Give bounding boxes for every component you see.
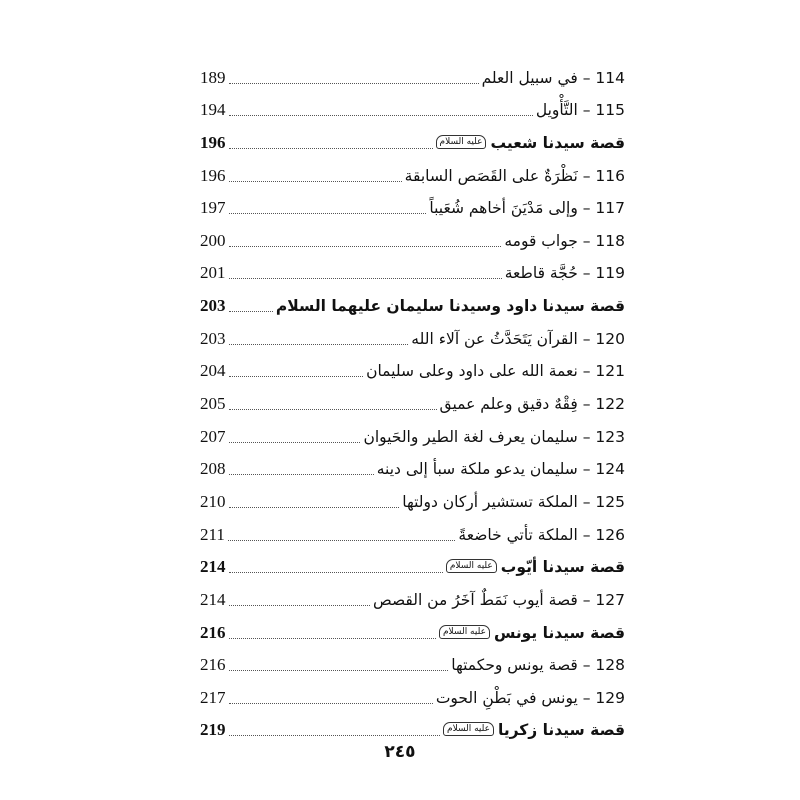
toc-entry-title [458,524,625,548]
dot-leader [229,278,502,279]
toc-entry-row [200,417,625,450]
toc-section-title [439,622,625,646]
toc-section-title [443,719,625,743]
toc-page-number: 214 [200,589,226,609]
toc-title-text: 121 – نعمة الله على داود وعلى سليمان [366,362,625,381]
toc-title-text: 116 – نَظْرَةٌ على القَصَص السابقة [404,166,625,185]
dot-leader [229,474,374,475]
toc-entry-title [405,165,625,189]
toc-page-number: 204 [200,361,226,381]
dot-leader [229,181,402,182]
toc-entry-title [377,458,625,482]
toc-title-text: 117 – وإلى مَدْيَنَ أخاهم شُعَيباً [429,199,625,218]
toc-entry-row [200,254,625,287]
toc-entry-row [200,352,625,385]
toc-page-number: 211 [200,524,225,544]
toc-entry-title [482,67,625,91]
toc-entry-row [200,319,625,352]
toc-page-number: 194 [200,100,226,120]
honorific-glyph: عليه السلام [446,559,497,573]
toc-page-number: 217 [200,687,226,707]
toc-page-number: 210 [200,491,226,511]
toc-entry-row [200,384,625,417]
toc-entry-row [200,515,625,548]
toc-entry-title [402,491,625,515]
toc-page-number: 208 [200,459,226,479]
toc-page-number: 207 [200,426,226,446]
toc-title-text: 122 – فِقْهٌ دقيق وعلم عميق [439,395,625,414]
toc-entry-row [200,646,625,679]
toc-title-text: 123 – سليمان يعرف لغة الطير والحَيوان [363,427,625,446]
toc-entry-row [200,450,625,483]
dot-leader [229,735,441,736]
toc-entry-row [200,156,625,189]
toc-entry-row [200,58,625,91]
toc-page-number: 197 [200,198,226,218]
toc-title-text: 126 – الملكة تأتي خاضعةً [458,525,625,544]
dot-leader [229,115,533,116]
honorific-glyph: عليه السلام [436,135,487,149]
toc-title-text: قصة سيدنا زكريا [498,721,625,740]
toc-heading-row [200,123,625,156]
page-number: ٢٤٥ [384,742,416,762]
table-of-contents [200,58,625,743]
toc-heading-row [200,613,625,646]
toc-entry-row [200,678,625,711]
toc-entry-row [200,91,625,124]
toc-page-number: 216 [200,622,226,642]
toc-entry-title [411,328,625,352]
toc-title-text: 115 – التَّأْويل [535,101,625,120]
toc-title-text: قصة سيدنا داود وسيدنا سليمان عليهما السلام [275,297,625,316]
toc-title-text: 125 – الملكة تستشير أركان دولتها [402,492,625,511]
toc-section-title [446,556,625,580]
toc-section-title [436,132,625,156]
dot-leader [229,311,273,312]
toc-heading-row [200,286,625,319]
toc-entry-title [366,360,625,384]
toc-heading-row [200,548,625,581]
dot-leader [229,507,400,508]
honorific-glyph: عليه السلام [443,722,494,736]
dot-leader [229,213,427,214]
dot-leader [229,376,364,377]
toc-title-text: 114 – في سبيل العلم [481,68,625,87]
toc-page-number: 203 [200,296,226,316]
toc-title-text: 120 – القرآن يَتَحَدَّثُ عن آلاء الله [411,329,625,348]
dot-leader [229,703,433,704]
toc-entry-title [536,99,625,123]
toc-section-title [276,295,625,319]
toc-entry-title [440,393,625,417]
honorific-glyph: عليه السلام [439,625,490,639]
dot-leader [229,605,370,606]
toc-page-number: 201 [200,263,226,283]
toc-entry-row [200,221,625,254]
dot-leader [229,442,361,443]
toc-heading-row [200,711,625,744]
toc-title-text: قصة سيدنا يونس [493,623,625,642]
toc-page-number: 216 [200,655,226,675]
toc-entry-title [436,687,625,711]
toc-entry-row [200,482,625,515]
toc-entry-title [373,589,625,613]
dot-leader [229,148,433,149]
dot-leader [229,572,443,573]
dot-leader [229,83,479,84]
toc-entry-row [200,580,625,613]
dot-leader [229,246,502,247]
dot-leader [228,540,456,541]
toc-title-text: قصة سيدنا شعيب [490,133,625,152]
dot-leader [229,344,409,345]
toc-title-text: 128 – قصة يونس وحكمتها [451,656,625,675]
dot-leader [229,409,437,410]
toc-title-text: 119 – حُجَّة قاطعة [504,264,625,283]
toc-title-text: 129 – يونس في بَطْنِ الحوت [435,688,625,707]
dot-leader [229,670,449,671]
toc-entry-title [504,230,625,254]
toc-entry-title [451,654,625,678]
toc-title-text: 118 – جواب قومه [504,231,625,250]
toc-page-number: 205 [200,394,226,414]
toc-page-number: 214 [200,557,226,577]
toc-entry-title [363,426,625,450]
dot-leader [229,638,436,639]
toc-page-number: 196 [200,165,226,185]
toc-page-number: 200 [200,230,226,250]
toc-page-number: 196 [200,132,226,152]
toc-entry-row [200,189,625,222]
toc-title-text: قصة سيدنا أيّوب [500,558,625,577]
toc-entry-title [505,262,625,286]
toc-title-text: 124 – سليمان يدعو ملكة سبأ إلى دينه [376,460,625,479]
toc-page-number: 219 [200,720,226,740]
toc-entry-title [429,197,625,221]
toc-title-text: 127 – قصة أيوب نَمَطٌ آخَرُ من القصص [372,590,625,609]
toc-page-number: 189 [200,67,226,87]
toc-page-number: 203 [200,328,226,348]
